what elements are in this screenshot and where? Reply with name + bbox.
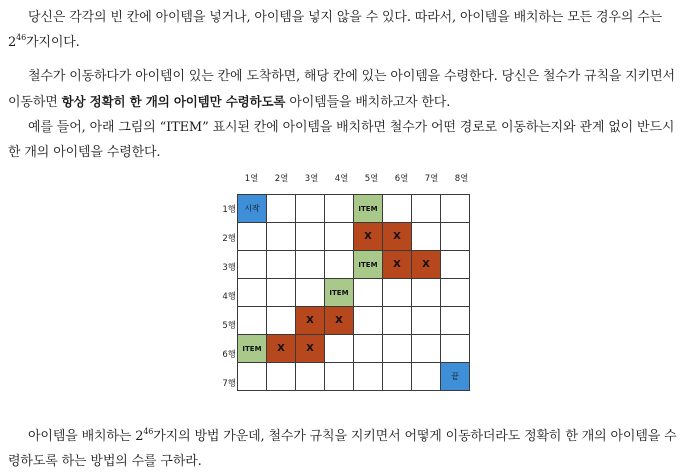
grid-row (238, 195, 470, 223)
row-header: 5행 (222, 321, 236, 331)
column-header: 5열 (364, 174, 379, 184)
empty-cell (412, 223, 441, 251)
empty-cell (238, 279, 267, 307)
item-cell: ITEM (325, 279, 354, 307)
item-cell: ITEM (354, 251, 383, 279)
empty-cell (267, 195, 296, 223)
empty-cell (267, 363, 296, 391)
start-cell: 시작 (238, 195, 267, 223)
empty-cell (354, 307, 383, 335)
column-header: 6열 (394, 174, 409, 184)
item-cell: ITEM (354, 195, 383, 223)
empty-cell (296, 251, 325, 279)
paragraph-question (8, 424, 678, 474)
empty-cell (325, 223, 354, 251)
p4-text-b: 가지의 방법 가운데, 철수가 규칙을 지키면서 어떻게 이동하더라도 정확히 한 개의 아이템을 수령하도록 하는 방법의 수를 구하라. (8, 429, 677, 469)
empty-cell (412, 363, 441, 391)
empty-cell (383, 279, 412, 307)
empty-cell (383, 307, 412, 335)
empty-cell (325, 363, 354, 391)
row-header: 7행 (222, 379, 236, 389)
empty-cell (238, 223, 267, 251)
paragraph-example: 예를 들어, 아래 그림의 “ITEM” 표시된 칸에 아이템을 배치하면 철수가 어떤 경로로 이동하는지와 관계 없이 반드시 한 개의 아이템을 수령한다. (8, 120, 675, 160)
blocked-cell: X (354, 223, 383, 251)
empty-cell (383, 335, 412, 363)
grid-row (238, 251, 470, 279)
empty-cell (238, 363, 267, 391)
example-grid-figure (210, 172, 490, 402)
empty-cell (267, 223, 296, 251)
p1-exponent: 46 (16, 32, 27, 42)
blocked-cell: X (383, 223, 412, 251)
grid-row (238, 363, 470, 391)
p2-text-b: 아이템들을 배치하고자 한다. (285, 95, 451, 110)
empty-cell (441, 279, 470, 307)
empty-cell (441, 335, 470, 363)
empty-cell (441, 195, 470, 223)
empty-cell (383, 363, 412, 391)
blocked-cell: X (325, 307, 354, 335)
p2-text-a: 철수가 이동하다가 아이템이 있는 칸에 도착하면, 해당 칸에 있는 아이템을 수령한다. 당신은 철수가 규칙을 지키면서 이동하면 (8, 69, 675, 110)
empty-cell (325, 251, 354, 279)
grid-board (237, 194, 470, 391)
empty-cell (238, 251, 267, 279)
empty-cell (267, 251, 296, 279)
column-header: 4열 (334, 174, 349, 184)
column-header: 2열 (274, 174, 289, 184)
empty-cell (412, 195, 441, 223)
row-header: 4행 (222, 292, 236, 302)
column-header: 1열 (244, 174, 259, 184)
blocked-cell: X (267, 335, 296, 363)
row-header: 6행 (222, 350, 236, 360)
blocked-cell: X (383, 251, 412, 279)
p1-text-a: 당신은 각각의 빈 칸에 아이템을 넣거나, 아이템을 넣지 않을 수 있다. 따라서, 아이템을 배치하는 모든 경우의 수는 2 (8, 10, 663, 50)
paragraph-rule (8, 64, 678, 115)
empty-cell (412, 307, 441, 335)
p4-text-a: 아이템을 배치하는 2 (28, 429, 144, 444)
empty-cell (325, 335, 354, 363)
item-cell: ITEM (238, 335, 267, 363)
paragraph-item-placement-count (8, 5, 678, 55)
grid-row (238, 223, 470, 251)
empty-cell (296, 363, 325, 391)
grid-row (238, 335, 470, 363)
empty-cell (354, 279, 383, 307)
end-cell: 끝 (441, 363, 470, 391)
empty-cell (296, 279, 325, 307)
row-header: 3행 (222, 263, 236, 273)
p1-text-b: 가지이다. (26, 35, 80, 50)
empty-cell (412, 279, 441, 307)
empty-cell (296, 195, 325, 223)
empty-cell (354, 363, 383, 391)
grid-row (238, 307, 470, 335)
column-header: 7열 (424, 174, 439, 184)
empty-cell (296, 223, 325, 251)
empty-cell (267, 307, 296, 335)
empty-cell (354, 335, 383, 363)
empty-cell (412, 335, 441, 363)
empty-cell (383, 195, 412, 223)
row-header: 2행 (222, 234, 236, 244)
blocked-cell: X (296, 307, 325, 335)
empty-cell (325, 195, 354, 223)
empty-cell (441, 251, 470, 279)
p4-exponent: 46 (143, 426, 154, 436)
column-header: 3열 (304, 174, 319, 184)
empty-cell (238, 307, 267, 335)
blocked-cell: X (296, 335, 325, 363)
empty-cell (441, 223, 470, 251)
p2-bold-emphasis: 항상 정확히 한 개의 아이템만 수령하도록 (61, 94, 286, 109)
grid-row (238, 279, 470, 307)
blocked-cell: X (412, 251, 441, 279)
empty-cell (267, 279, 296, 307)
column-header: 8열 (454, 174, 469, 184)
row-header: 1행 (222, 205, 236, 215)
empty-cell (441, 307, 470, 335)
